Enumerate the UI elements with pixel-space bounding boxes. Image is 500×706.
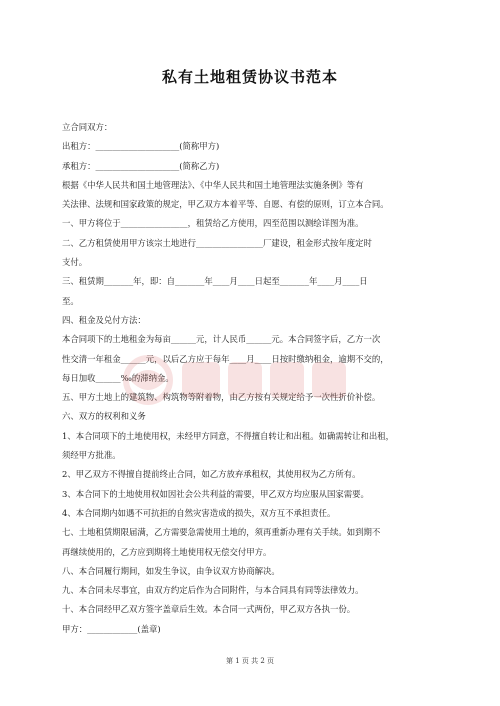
- text-line: 性交清一年租金______元，以后乙方应于每年____月____日按时缴纳租金，逾期不交的，: [62, 353, 389, 364]
- text-line: 四、租金及兑付方法：: [62, 314, 146, 325]
- text-line: 七、土地租赁期限届满，乙方需要急需使用土地的，须再重新办理有关手续。如到期不: [62, 527, 381, 538]
- text-line: 九、本合同未尽事宜，由双方约定后作为合同附件，与本合同具有同等法律效力。: [62, 585, 364, 596]
- text-line: 承租方：____________________(简称乙方): [62, 160, 220, 171]
- text-line: 六、双方的权利和义务: [62, 411, 146, 422]
- text-line: 2、甲乙双方不得擅自提前终止合同，如乙方放弃承租权，其使用权为乙方所有。: [62, 469, 361, 480]
- text-line: 三、租赁期_______年，即：自_______年____月____日起至_______年____月____日: [62, 276, 368, 287]
- text-line: 八、本合同履行期间，如发生争议，由争议双方协商解决。: [62, 565, 280, 576]
- document-title: 私有土地租赁协议书范本: [161, 68, 338, 86]
- text-line: 根据《中华人民共和国土地管理法》、《中华人民共和国土地管理法实施条例》等有: [62, 179, 364, 190]
- document-body: [62, 118, 462, 639]
- text-line: 关法律、法规和国家政策的规定，甲乙双方本着平等、自愿、有偿的原则，订立本合同。: [62, 199, 389, 210]
- text-line: 二、乙方租赁使用甲方该宗土地进行________________厂建设，租金形式按年度定时: [62, 237, 372, 248]
- text-line: 出租方：____________________(简称甲方): [62, 141, 220, 152]
- text-line: 本合同项下的土地租金为每亩______元，计人民币______元。本合同签字后，乙方一次: [62, 334, 381, 345]
- text-line: 支付。: [62, 257, 88, 268]
- text-line: 再继续使用的，乙方应到期将土地使用权无偿交付甲方。: [62, 546, 272, 557]
- text-line: 至。: [62, 295, 79, 306]
- text-line: 立合同双方：: [62, 122, 113, 132]
- text-line: 甲方：____________(盖章): [62, 623, 161, 634]
- text-line: 一、甲方将位于________________，租赁给乙方使用，四至范围以测绘详图为准。: [62, 218, 364, 229]
- text-line: 每日加收______‰的滞纳金。: [62, 372, 174, 383]
- text-line: 3、本合同下的土地使用权如因社会公共利益的需要，甲乙双方均应服从国家需要。: [62, 488, 369, 499]
- text-line: 十、本合同经甲乙双方签字盖章后生效。本合同一式两份，甲乙双方各执一份。: [62, 604, 356, 615]
- text-line: 五、甲方土地上的建筑物、构筑物等附着物，由乙方按有关规定给予一次性折价补偿。: [62, 392, 381, 403]
- text-line: 4、本合同期内如遇不可抗拒的自然灾害造成的损失，双方互不承担责任。: [62, 507, 336, 518]
- text-line: 须经甲方批准。: [62, 450, 121, 461]
- text-line: 1、本合同项下的土地使用权，未经甲方同意，不得擅自转让和出租。如确需转让和出租，: [62, 430, 394, 441]
- page-number: 第 1 页 共 2 页: [225, 657, 275, 665]
